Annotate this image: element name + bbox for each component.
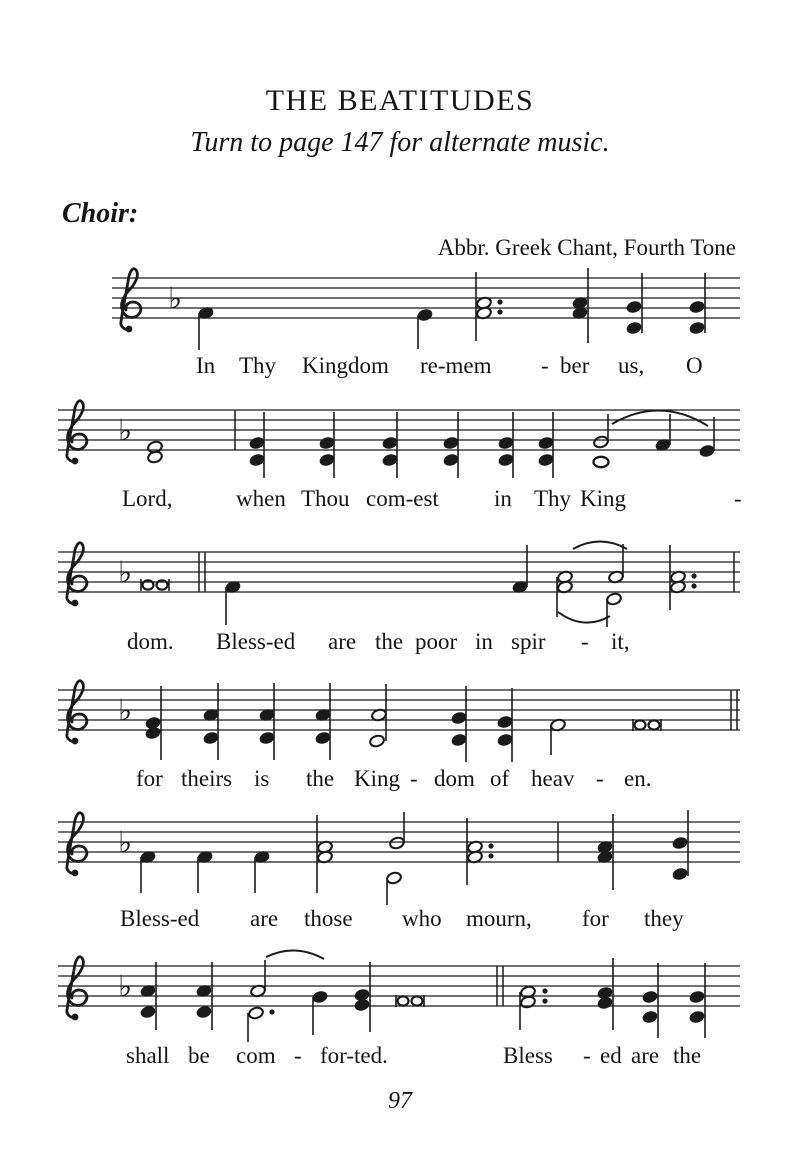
lyric-syllable: spir	[511, 629, 546, 654]
augmentation-dot	[497, 299, 502, 304]
open-notehead	[248, 1006, 264, 1020]
lyric-syllable: heav	[531, 766, 575, 791]
augmentation-dot	[488, 853, 493, 858]
flat-sign-icon: ♭	[118, 413, 133, 449]
breve-note	[141, 579, 169, 591]
lyric-syllable: ber	[560, 353, 590, 378]
filled-notehead	[538, 453, 554, 467]
filled-notehead	[699, 444, 715, 458]
filled-notehead	[382, 453, 398, 467]
filled-notehead	[249, 436, 265, 450]
lyric-syllable: King	[580, 486, 626, 511]
slur	[266, 950, 324, 959]
lyric-syllable: for	[136, 766, 163, 791]
filled-notehead	[626, 321, 642, 335]
lyric-syllable: O	[686, 353, 703, 378]
filled-notehead	[497, 733, 513, 747]
filled-notehead	[196, 1005, 212, 1019]
lyric-syllable: -	[541, 353, 549, 378]
flat-sign-icon: ♭	[118, 969, 133, 1005]
lyric-syllable: In	[196, 353, 216, 378]
filled-notehead	[597, 996, 613, 1010]
slur	[612, 410, 708, 426]
filled-notehead	[672, 867, 688, 881]
filled-notehead	[203, 731, 219, 745]
augmentation-dot	[542, 988, 547, 993]
augmentation-dot	[691, 573, 696, 578]
flat-sign-icon: ♭	[118, 555, 133, 591]
lyric-syllable: they	[644, 906, 684, 931]
lyric-syllable: -	[581, 629, 589, 654]
lyric-syllable: Thou	[301, 486, 350, 511]
staff-4	[58, 681, 740, 762]
lyric-syllable: of	[490, 766, 510, 791]
filled-notehead	[689, 321, 705, 335]
filled-notehead	[249, 453, 265, 467]
filled-notehead	[689, 990, 705, 1004]
slur	[558, 612, 610, 623]
filled-notehead	[417, 308, 433, 322]
open-notehead	[606, 592, 622, 606]
augmentation-dot	[488, 843, 493, 848]
filled-notehead	[259, 731, 275, 745]
lyric-syllable: -	[410, 766, 418, 791]
page-subtitle: Turn to page 147 for alternate music.	[190, 127, 610, 158]
lyric-syllable: re-mem	[420, 353, 492, 378]
filled-notehead	[319, 453, 335, 467]
flat-sign-icon: ♭	[118, 825, 133, 861]
staff-2	[58, 401, 740, 478]
lyric-syllable: for-ted.	[320, 1043, 388, 1068]
filled-notehead	[626, 300, 642, 314]
lyric-syllable: are	[328, 629, 357, 654]
lyric-syllable: -	[583, 1043, 591, 1068]
filled-notehead	[140, 1005, 156, 1019]
whole-note	[594, 457, 609, 467]
lyric-syllable: Bless	[503, 1043, 553, 1068]
lyric-syllable: -	[734, 486, 742, 511]
filled-notehead	[642, 1010, 658, 1024]
choir-label: Choir:	[62, 198, 139, 229]
lyric-syllable: -	[294, 1043, 302, 1068]
lyric-syllable: en.	[624, 766, 652, 791]
lyric-syllable: are	[631, 1043, 660, 1068]
breve-note	[633, 719, 661, 731]
lyric-syllable: ed	[600, 1043, 622, 1068]
lyric-syllable: King	[354, 766, 400, 791]
augmentation-dot	[691, 583, 696, 588]
lyric-syllable: who	[402, 906, 442, 931]
lyric-syllable: com-est	[366, 486, 439, 511]
augmentation-dot	[497, 309, 502, 314]
lyric-syllable: Bless-ed	[216, 629, 296, 654]
lyric-syllable: Bless-ed	[120, 906, 200, 931]
lyric-syllable: com	[236, 1043, 276, 1068]
filled-notehead	[312, 990, 328, 1004]
lyric-syllable: dom	[434, 766, 475, 791]
filled-notehead	[538, 436, 554, 450]
filled-notehead	[497, 715, 513, 729]
filled-notehead	[498, 436, 514, 450]
filled-notehead	[642, 990, 658, 1004]
filled-notehead	[443, 436, 459, 450]
filled-notehead	[354, 998, 370, 1012]
lyric-syllable: dom.	[127, 629, 174, 654]
lyric-syllable: it,	[611, 629, 630, 654]
lyric-syllable: is	[254, 766, 270, 791]
lyric-syllable: Lord,	[122, 486, 173, 511]
filled-notehead	[382, 436, 398, 450]
page-number: 97	[388, 1088, 412, 1114]
attribution: Abbr. Greek Chant, Fourth Tone	[437, 235, 736, 260]
filled-notehead	[498, 453, 514, 467]
lyric-syllable: in	[494, 486, 512, 511]
lyric-syllable: Kingdom	[302, 353, 389, 378]
lyric-syllable: the	[375, 629, 404, 654]
lyric-syllable: the	[673, 1043, 702, 1068]
lyric-syllable: theirs	[181, 766, 233, 791]
lyric-syllable: for	[582, 906, 609, 931]
filled-notehead	[315, 731, 331, 745]
open-notehead	[369, 734, 385, 748]
filled-notehead	[319, 436, 335, 450]
lyric-syllable: when	[236, 486, 286, 511]
lyric-syllable: us,	[618, 353, 645, 378]
filled-notehead	[451, 733, 467, 747]
augmentation-dot	[542, 998, 547, 1003]
filled-notehead	[451, 711, 467, 725]
slur	[573, 542, 627, 550]
filled-notehead	[145, 726, 161, 740]
open-notehead	[386, 871, 402, 885]
filled-notehead	[672, 836, 688, 850]
staff-6	[58, 950, 740, 1042]
lyric-syllable: those	[304, 906, 353, 931]
lyric-syllable: -	[596, 766, 604, 791]
filled-notehead	[689, 1010, 705, 1024]
staff-1	[112, 268, 740, 350]
lyric-syllable: are	[250, 906, 279, 931]
lyric-syllable: poor	[415, 629, 458, 654]
lyric-syllable: the	[306, 766, 335, 791]
flat-sign-icon: ♭	[118, 693, 133, 729]
filled-notehead	[443, 453, 459, 467]
open-notehead	[389, 836, 405, 850]
lyric-syllable: Thy	[534, 486, 572, 511]
augmentation-dot	[269, 1009, 274, 1014]
staff-5	[58, 810, 740, 905]
lyric-syllable: shall	[126, 1043, 170, 1068]
lyric-syllable: mourn,	[466, 906, 532, 931]
flat-sign-icon: ♭	[168, 281, 183, 317]
lyric-syllable: Thy	[239, 353, 277, 378]
lyric-syllable: be	[188, 1043, 210, 1068]
filled-notehead	[689, 300, 705, 314]
open-notehead	[593, 435, 609, 449]
lyric-syllable: in	[475, 629, 493, 654]
staff-3	[58, 542, 740, 628]
page-title: THE BEATITUDES	[265, 84, 535, 117]
breve-note	[396, 995, 424, 1007]
open-notehead	[520, 995, 536, 1009]
open-notehead	[147, 450, 163, 464]
